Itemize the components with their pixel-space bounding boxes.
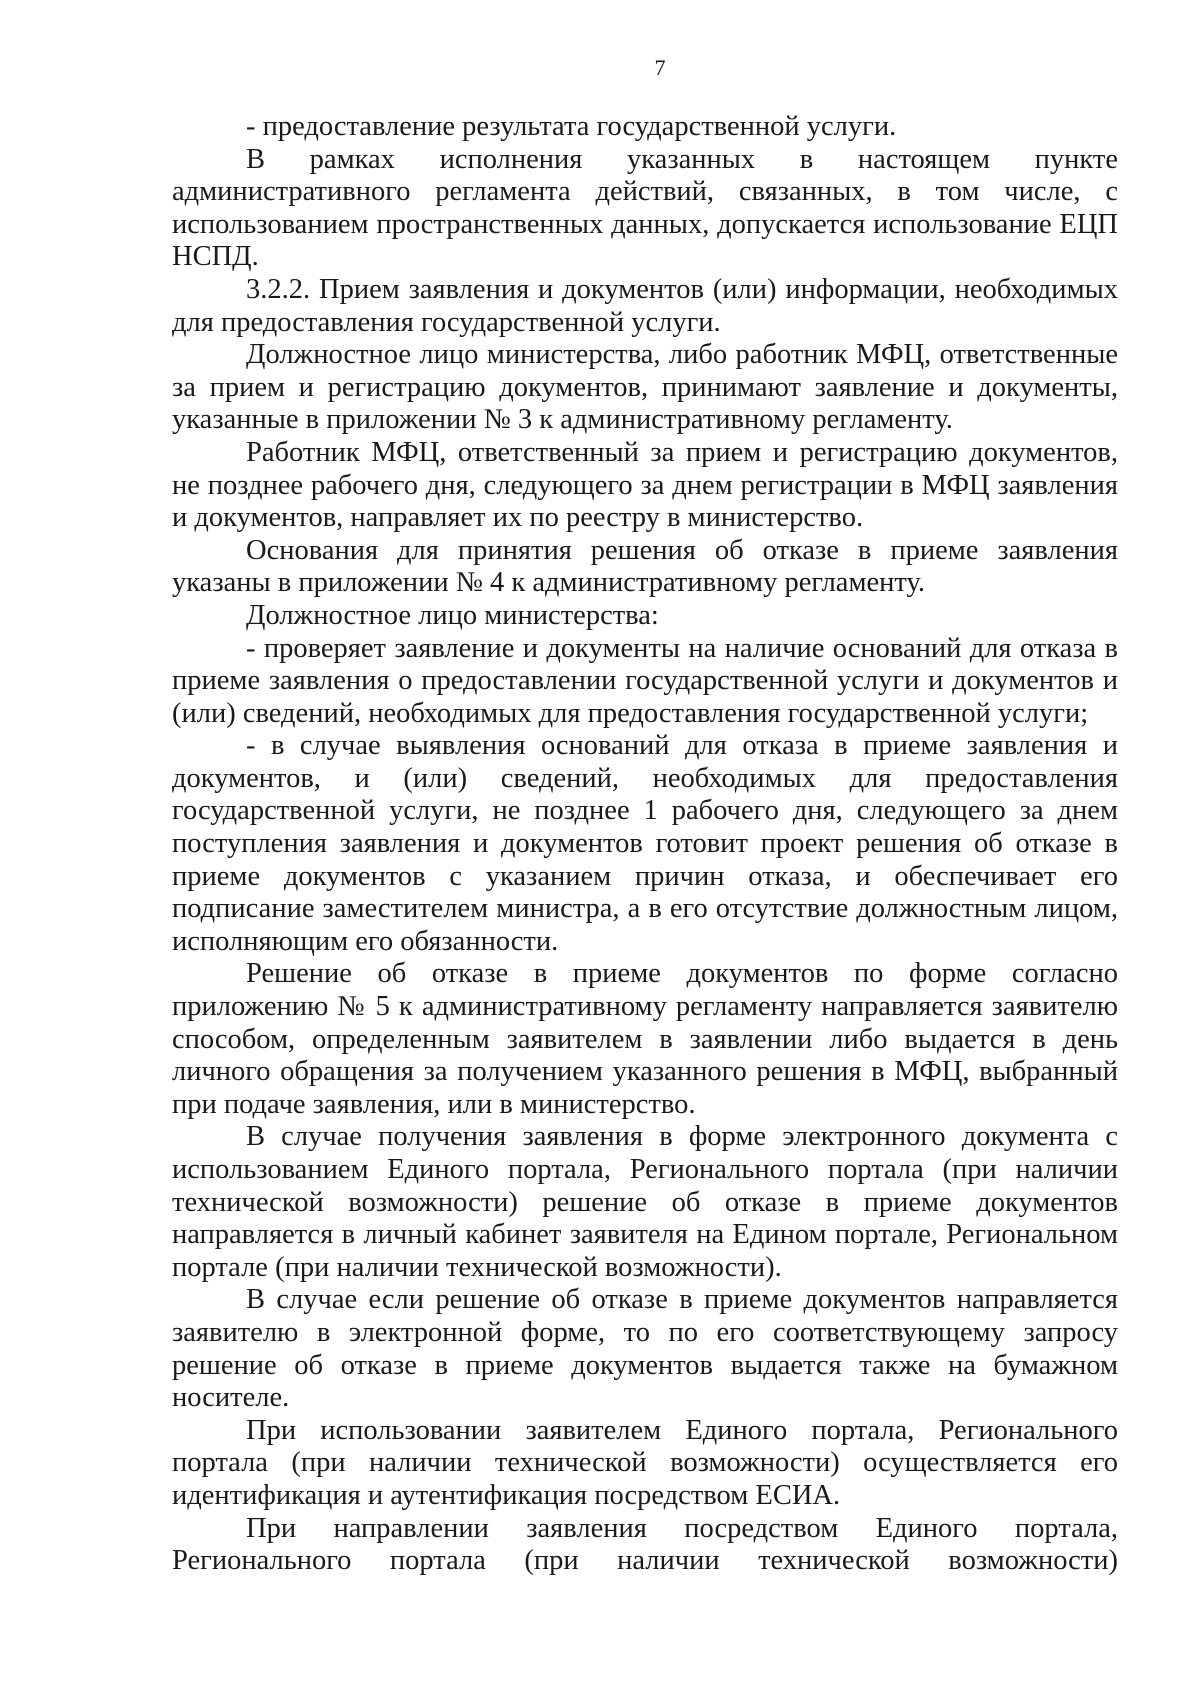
paragraph-section-3-2-2: 3.2.2. Прием заявления и документов (или) информации, необходимых для предоставления государственной услуги. [172,273,1118,338]
paragraph-spatial-data: В рамках исполнения указанных в настоящем пункте административного регламента действий, связанных, в том числе, с использованием пространственных данных, допускается использование ЕЦП НСПД. [172,143,1118,273]
paragraph-refusal-preparation: - в случае выявления оснований для отказа в приеме заявления и документов, и (или) сведений, необходимых для предоставления государственной услуги, не позднее 1 рабочего дня, следующего за днем поступления заявления и документов готовит проект решения об отказе в приеме документов с указанием причин отказа, и обеспечивает его подписание заместителем министра, а в его отсутствие должностным лицом, исполняющим его обязанности. [172,730,1118,957]
paragraph-esia-identification: При использовании заявителем Единого портала, Регионального портала (при наличии технической возможности) осуществляется его идентификация и аутентификация посредством ЕСИА. [172,1414,1118,1511]
paragraph-paper-copy: В случае если решение об отказе в приеме документов направляется заявителю в электронной форме, то по его соответствующему запросу решение об отказе в приеме документов выдается также на бумажном носителе. [172,1284,1118,1414]
paragraph-portal-submission: При направлении заявления посредством Единого портала, Регионального портала (при наличии технической возможности) [172,1512,1118,1577]
page-number: 7 [654,55,666,80]
paragraph-checks-application: - проверяет заявление и документы на наличие оснований для отказа в приеме заявления о предоставлении государственной услуги и документов и (или) сведений, необходимых для предоставления государственной услуги; [172,632,1118,729]
paragraph-electronic-receipt: В случае получения заявления в форме электронного документа с использованием Единого портала, Регионального портала (при наличии технической возможности) решение об отказе в приеме документов направляется в личный кабинет заявителя на Едином портале, Региональном портале (при наличии технической возможности). [172,1121,1118,1283]
paragraph-official-duties: Должностное лицо министерства: [246,599,659,631]
paragraph-result-provision: - предоставление результата государственной услуги. [246,111,897,142]
document-body [172,111,1118,1578]
paragraph-official-acceptance: Должностное лицо министерства, либо работник МФЦ, ответственные за прием и регистрацию документов, принимают заявление и документы, указанные в приложении № 3 к административному регламенту. [172,339,1118,436]
paragraph-refusal-decision-form: Решение об отказе в приеме документов по форме согласно приложению № 5 к административному регламенту направляется заявителю способом, определенным заявителем в заявлении либо выдается в день личного обращения за получением указанного решения в МФЦ, выбранный при подаче заявления, или в министерство. [172,958,1118,1120]
paragraph-mfc-worker: Работник МФЦ, ответственный за прием и регистрацию документов, не позднее рабочего дня, следующего за днем регистрации в МФЦ заявления и документов, направляет их по реестру в министерство. [172,436,1118,534]
paragraph-refusal-grounds: Основания для принятия решения об отказе в приеме заявления указаны в приложении № 4 к административному регламенту. [172,534,1118,599]
